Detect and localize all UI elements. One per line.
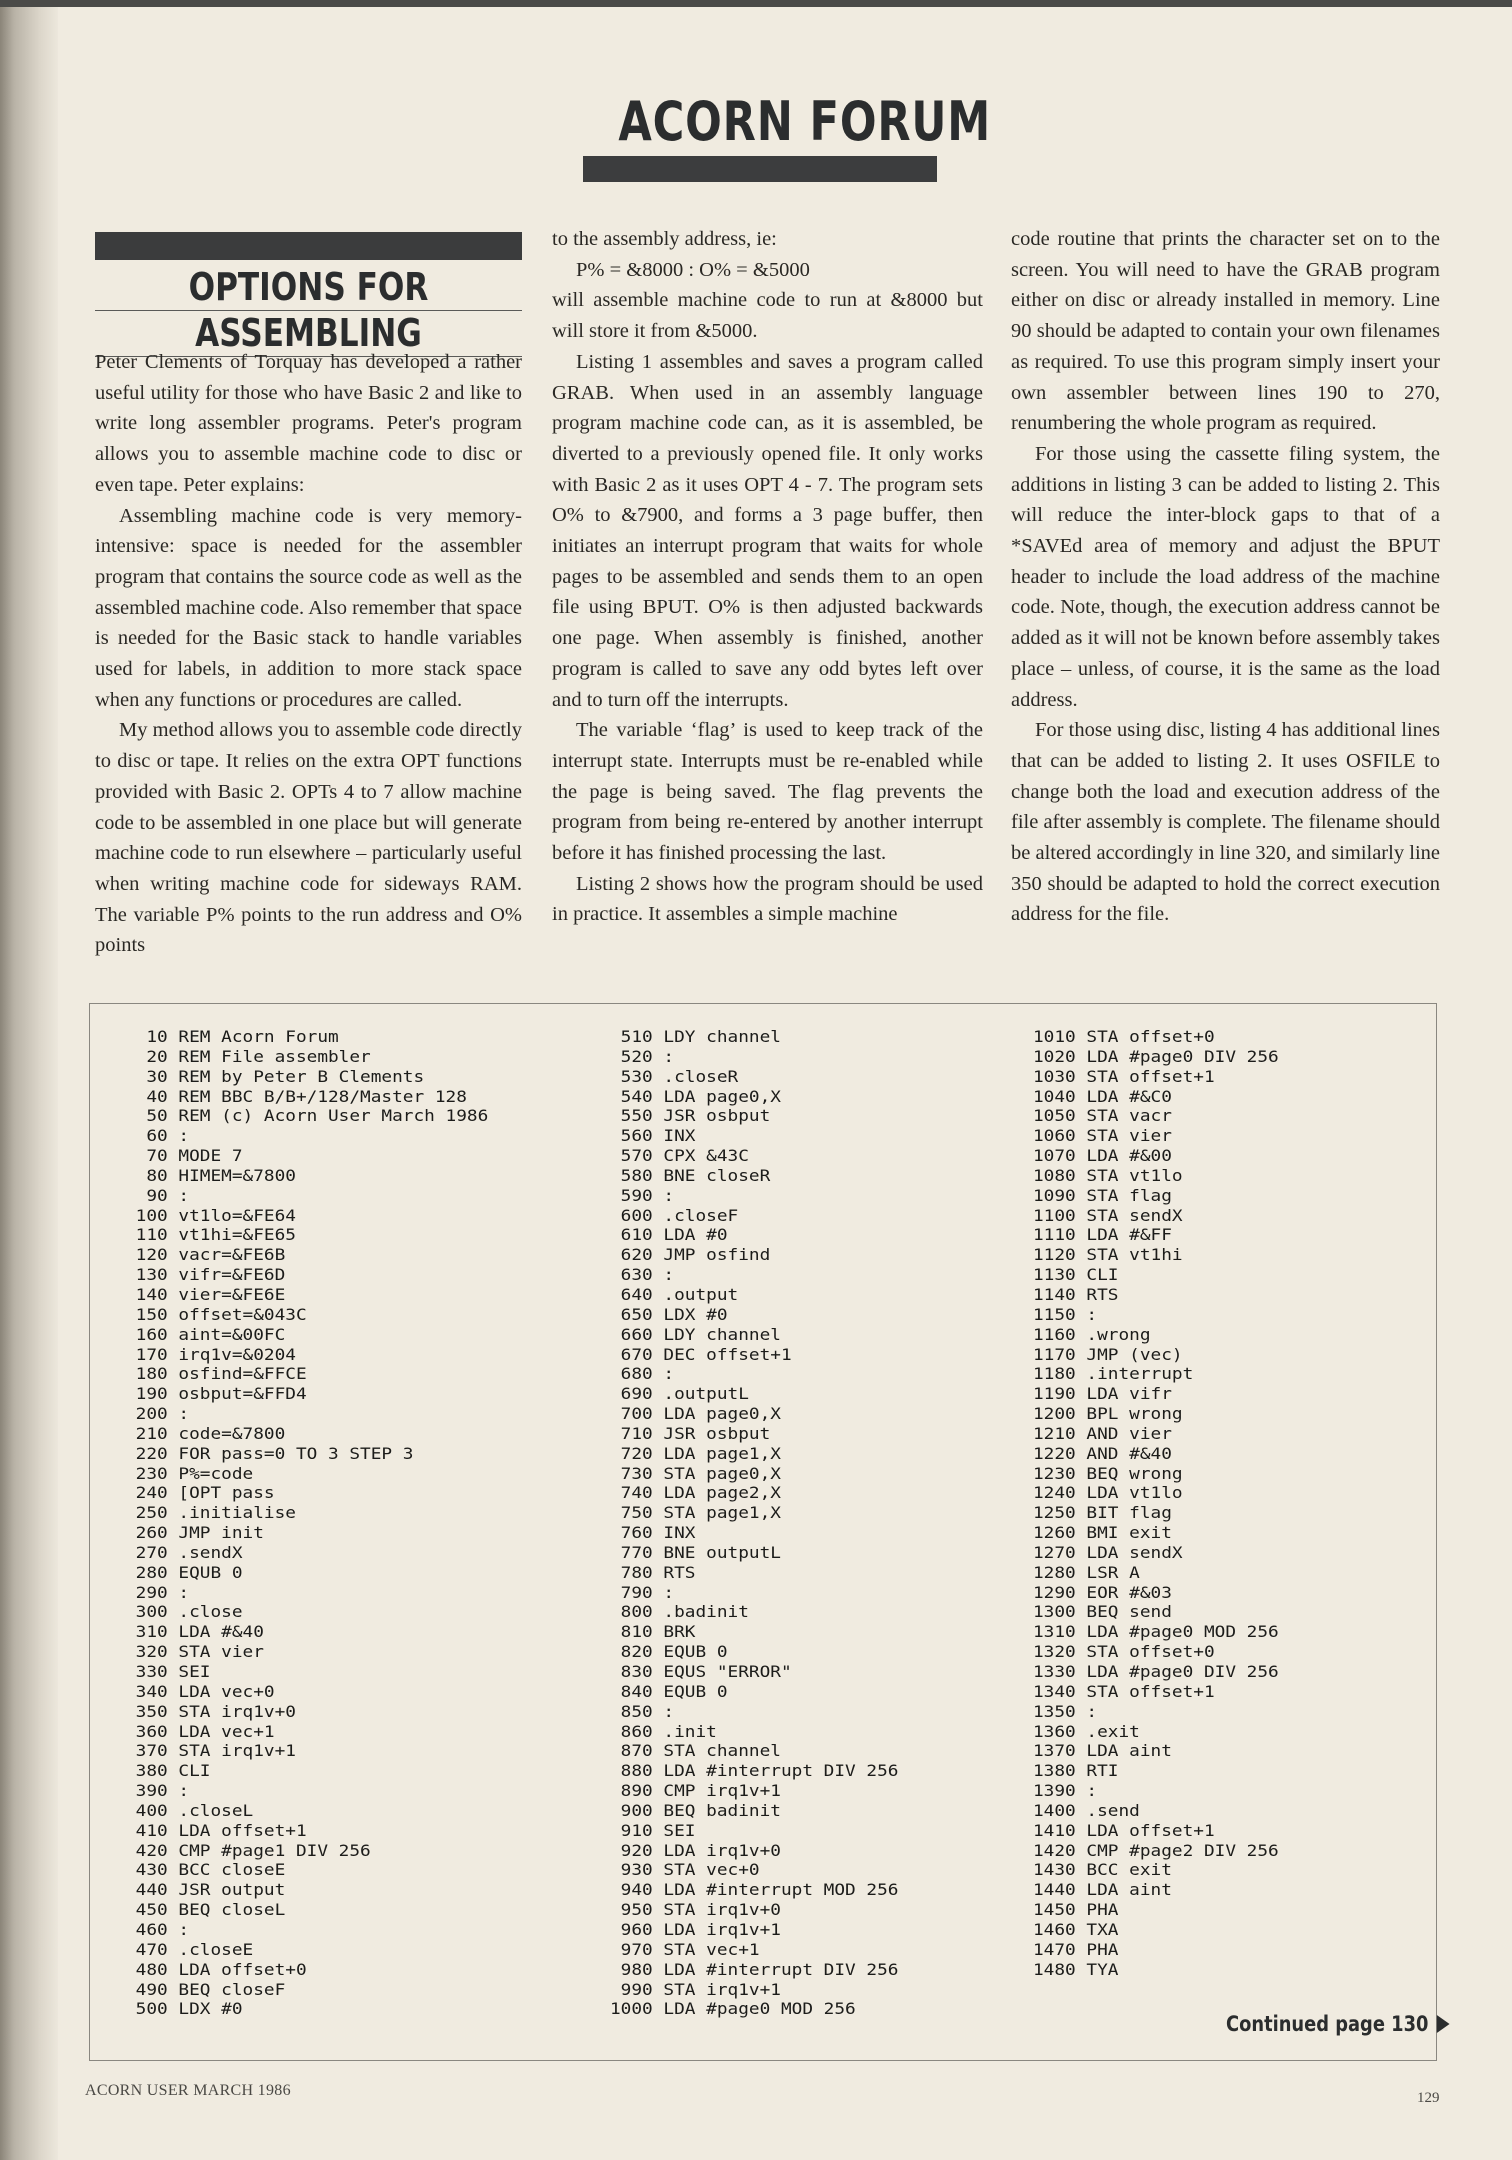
code-line: 400 .closeL [125,1800,254,1820]
code-line: 1070 LDA #&00 [1033,1146,1172,1166]
code-line: 330 SEI [125,1662,211,1681]
article-column-2 [552,224,983,930]
code-line: 980 LDA #interrupt DIV 256 [610,1959,899,1979]
code-line: 830 EQUS "ERROR" [610,1662,792,1681]
code-line: 320 STA vier [125,1642,264,1662]
code-line: 390 : [125,1781,190,1801]
code-line: 770 BNE outputL [610,1542,781,1562]
code-line: 820 EQUB 0 [610,1642,728,1662]
code-line: 710 JSR osbput [610,1423,771,1443]
paragraph: Assembling machine code is very memory-intensive: space is needed for the assembler program that contains the source code as well as the assembled machine code. Also remember that space is needed for the Basic stack to handle variables used for labels, in addition to more stack space when any functions or procedures are called. [95,504,522,711]
code-line: 1380 RTI [1033,1761,1119,1781]
code-line: 960 LDA irq1v+1 [610,1919,781,1939]
code-line: 1360 .exit [1033,1721,1140,1741]
code-line: 380 CLI [125,1761,211,1781]
masthead-bar [583,156,937,182]
code-line: 370 STA irq1v+1 [125,1741,296,1761]
code-line: 800 .badinit [610,1602,749,1622]
code-line: 410 LDA offset+1 [125,1820,307,1840]
code-line: 1190 LDA vifr [1033,1384,1172,1404]
code-line: 210 code=&7800 [125,1423,286,1443]
code-line: 760 INX [610,1523,696,1543]
code-line: 640 .output [610,1284,739,1304]
code-line: 1410 LDA offset+1 [1033,1820,1215,1840]
code-line: 40 REM BBC B/B+/128/Master 128 [125,1086,467,1106]
code-line: 1280 LSR A [1033,1562,1140,1582]
code-line: 1150 : [1033,1304,1098,1324]
code-line: 870 STA channel [610,1741,781,1761]
code-line: 460 : [125,1919,190,1939]
code-line: 450 BEQ closeL [125,1900,286,1920]
code-line: 430 BCC closeE [125,1860,286,1880]
code-line: 1390 : [1033,1781,1098,1801]
code-line: 1110 LDA #&FF [1033,1225,1172,1245]
code-line: 1230 BEQ wrong [1033,1463,1183,1483]
paragraph: For those using disc, listing 4 has additional lines that can be added to listing 2. It uses OSFILE to change both the load and execution address of the file after assembly is complete. The filename should be altered accordingly in line 320, and similarly line 350 should be adapted to hold the correct execution address for the file. [1011,719,1440,926]
code-line: 150 offset=&043C [125,1304,307,1324]
code-line: 1260 BMI exit [1033,1523,1172,1543]
paragraph: My method allows you to assemble code directly to disc or tape. It relies on the extra OPT functions provided with Basic 2. OPTs 4 to 7 allow machine code to be assembled in one place but will generate machine code to run elsewhere – particularly useful when writing machine code for sideways RAM. The variable P% points to the run address and O% points [95,719,522,957]
code-line: 1330 LDA #page0 DIV 256 [1033,1662,1279,1681]
code-line: 970 STA vec+1 [610,1939,760,1959]
code-line: 10 REM Acorn Forum [125,1027,339,1046]
code-line: 750 STA page1,X [610,1503,781,1523]
code-line: 180 osfind=&FFCE [125,1364,307,1384]
code-line: 1460 TXA [1033,1919,1119,1939]
triangle-right-icon [1437,2015,1450,2033]
code-line: 1480 TYA [1033,1959,1119,1979]
code-line: 60 : [125,1126,190,1146]
code-line: 620 JMP osfind [610,1245,771,1265]
code-line: 1120 STA vt1hi [1033,1245,1183,1265]
code-line: 540 LDA page0,X [610,1086,781,1106]
page-number: 129 [1417,2090,1440,2106]
code-line: 560 INX [610,1126,696,1146]
article-column-3 [1011,224,1440,930]
code-line: 1020 LDA #page0 DIV 256 [1033,1046,1279,1066]
paragraph: code routine that prints the character set on to the screen. You will need to have the GRAB program either on disc or already installed in memory. Line 90 should be adapted to contain your own filenames as required. To use this program simply insert your own assembler between lines 190 to 270, renumbering the whole program as required. [1011,228,1440,435]
code-line: 140 vier=&FE6E [125,1284,286,1304]
code-line: 690 .outputL [610,1384,749,1404]
code-line: 1350 : [1033,1701,1098,1721]
code-line: 1130 CLI [1033,1265,1119,1285]
code-line: 550 JSR osbput [610,1106,771,1126]
code-line: 610 LDA #0 [610,1225,728,1245]
code-line: 160 aint=&00FC [125,1324,286,1344]
code-line: 700 LDA page0,X [610,1404,781,1424]
code-line: 290 : [125,1582,190,1602]
code-line: 130 vifr=&FE6D [125,1265,286,1285]
code-line: 990 STA irq1v+1 [610,1979,781,1999]
code-line: 1290 EOR #&03 [1033,1582,1172,1602]
paragraph: The variable ‘flag’ is used to keep track of the interrupt state. Interrupts must be re-enabled while the page is being saved. The flag prevents the program from being re-entered by another interrupt before it has finished processing the last. [552,719,983,865]
code-line: 1100 STA sendX [1033,1205,1183,1225]
code-line: 220 FOR pass=0 TO 3 STEP 3 [125,1443,414,1463]
code-line: 1080 STA vt1lo [1033,1165,1183,1185]
code-line: 1430 BCC exit [1033,1860,1172,1880]
code-line: 1060 STA vier [1033,1126,1172,1146]
code-line: 480 LDA offset+0 [125,1959,307,1979]
code-line: 1210 AND vier [1033,1423,1172,1443]
code-line: 850 : [610,1701,675,1721]
code-line: 570 CPX &43C [610,1146,749,1166]
code-line: 80 HIMEM=&7800 [125,1165,296,1185]
code-line: 910 SEI [610,1820,696,1840]
code-line: 240 [OPT pass [125,1483,275,1503]
code-line: 90 : [125,1185,190,1205]
code-line: 650 LDX #0 [610,1304,728,1324]
code-line: 110 vt1hi=&FE65 [125,1225,296,1245]
code-line: 260 JMP init [125,1523,264,1543]
footer-magazine: ACORN USER MARCH 1986 [85,2082,291,2099]
code-line: 100 vt1lo=&FE64 [125,1205,296,1225]
code-line: 1090 STA flag [1033,1185,1172,1205]
code-line: 170 irq1v=&0204 [125,1344,296,1364]
formula-line: P% = &8000 : O% = &5000 [576,258,810,281]
heading-bar [95,232,522,260]
code-line: 490 BEQ closeF [125,1979,286,1999]
code-line: 30 REM by Peter B Clements [125,1066,425,1086]
code-line: 1050 STA vacr [1033,1106,1172,1126]
code-line: 1270 LDA sendX [1033,1542,1183,1562]
code-line: 1240 LDA vt1lo [1033,1483,1183,1503]
code-line: 1200 BPL wrong [1033,1404,1183,1424]
code-line: 780 RTS [610,1562,696,1582]
code-line: 1180 .interrupt [1033,1364,1194,1384]
code-line: 310 LDA #&40 [125,1622,264,1642]
code-line: 900 BEQ badinit [610,1800,781,1820]
code-line: 1310 LDA #page0 MOD 256 [1033,1622,1279,1642]
code-line: 730 STA page0,X [610,1463,781,1483]
code-line: 740 LDA page2,X [610,1483,781,1503]
code-line: 1300 BEQ send [1033,1602,1172,1622]
code-line: 1370 LDA aint [1033,1741,1172,1761]
code-line: 1140 RTS [1033,1284,1119,1304]
code-line: 1450 PHA [1033,1900,1119,1920]
code-line: 1340 STA offset+1 [1033,1681,1215,1701]
code-line: 500 LDX #0 [125,1999,243,2019]
code-line: 600 .closeF [610,1205,739,1225]
code-line: 880 LDA #interrupt DIV 256 [610,1761,899,1781]
code-line: 810 BRK [610,1622,696,1642]
code-line: 940 LDA #interrupt MOD 256 [610,1880,899,1900]
code-line: 20 REM File assembler [125,1046,371,1066]
code-line: 360 LDA vec+1 [125,1721,275,1741]
code-line: 950 STA irq1v+0 [610,1900,781,1920]
continued-note [1226,2012,1450,2036]
code-line: 790 : [610,1582,675,1602]
code-line: 1250 BIT flag [1033,1503,1172,1523]
code-line: 1170 JMP (vec) [1033,1344,1183,1364]
code-line: 350 STA irq1v+0 [125,1701,296,1721]
page-spine-shadow [0,0,58,2160]
code-line: 280 EQUB 0 [125,1562,243,1582]
paragraph: For those using the cassette filing system, the additions in listing 3 can be added to listing 2. This will reduce the inter-block gaps to that of a *SAVEd area of memory and adjust the BPUT header to include the load address of the machine code. Note, though, the execution address cannot be added as it will not be known before assembly takes place – unless, of course, it is the same as the load address. [1011,442,1440,711]
article-heading [95,266,522,355]
code-line: 680 : [610,1364,675,1384]
listing-column-2 [610,1027,898,2019]
paragraph: Listing 2 shows how the program should be used in practice. It assembles a simple machine [552,872,983,926]
code-line: 1040 LDA #&C0 [1033,1086,1172,1106]
code-line: 890 CMP irq1v+1 [610,1781,781,1801]
code-line: 860 .init [610,1721,717,1741]
code-line: 270 .sendX [125,1542,243,1562]
code-line: 340 LDA vec+0 [125,1681,275,1701]
code-line: 300 .close [125,1602,243,1622]
code-line: 230 P%=code [125,1463,254,1483]
code-line: 520 : [610,1046,675,1066]
code-line: 930 STA vec+0 [610,1860,760,1880]
code-line: 120 vacr=&FE6B [125,1245,286,1265]
code-line: 660 LDY channel [610,1324,781,1344]
code-line: 470 .closeE [125,1939,254,1959]
top-border [0,0,1512,7]
paragraph: Listing 1 assembles and saves a program called GRAB. When used in an assembly language program machine code can, as it is assembled, be diverted to a previously opened file. It only works with Basic 2 as it uses OPT 4 - 7. The program sets O% to &7900, and forms a 3 page buffer, then initiates an interrupt program that waits for whole pages to be assembled and sends them to an open file using BPUT. O% is then adjusted backwards one page. When assembly is finished, another program is called to save any odd bytes left over and to turn off the interrupts. [552,350,983,711]
continued-text: Continued page 130 [1226,2012,1429,2036]
code-line: 1000 LDA #page0 MOD 256 [610,1999,856,2019]
code-line: 630 : [610,1265,675,1285]
code-line: 670 DEC offset+1 [610,1344,792,1364]
code-line: 420 CMP #page1 DIV 256 [125,1840,371,1860]
code-line: 190 osbput=&FFD4 [125,1384,307,1404]
code-line: 720 LDA page1,X [610,1443,781,1463]
masthead [583,90,992,182]
code-line: 840 EQUB 0 [610,1681,728,1701]
code-line: 1010 STA offset+0 [1033,1027,1215,1046]
listing-column-3 [1033,1027,1279,1980]
code-line: 1160 .wrong [1033,1324,1151,1344]
article-column-1 [95,347,522,961]
code-line: 1220 AND #&40 [1033,1443,1172,1463]
code-line: 200 : [125,1404,190,1424]
code-line: 1420 CMP #page2 DIV 256 [1033,1840,1279,1860]
listing-column-1 [125,1027,488,2019]
code-line: 70 MODE 7 [125,1146,243,1166]
masthead-title: ACORN FORUM [618,90,992,153]
code-line: 1030 STA offset+1 [1033,1066,1215,1086]
code-line: 440 JSR output [125,1880,286,1900]
code-line: 590 : [610,1185,675,1205]
code-line: 920 LDA irq1v+0 [610,1840,781,1860]
paragraph: to the assembly address, ie: [552,228,777,250]
code-line: 1440 LDA aint [1033,1880,1172,1900]
code-line: 1400 .send [1033,1800,1140,1820]
article-heading-line2: ASSEMBLING [195,311,422,355]
code-line: 250 .initialise [125,1503,296,1523]
paragraph: Peter Clements of Torquay has developed a rather useful utility for those who have Basic 2 and like to write long assembler programs. Peter's program allows you to assemble machine code to disc or even tape. Peter explains: [95,351,522,496]
code-line: 510 LDY channel [610,1027,781,1046]
code-line: 1470 PHA [1033,1939,1119,1959]
code-line: 580 BNE closeR [610,1165,771,1185]
article-heading-block [95,232,522,358]
code-line: 50 REM (c) Acorn User March 1986 [125,1106,489,1126]
paragraph: will assemble machine code to run at &8000 but will store it from &5000. [552,289,983,343]
code-line: 530 .closeR [610,1066,739,1086]
code-line: 1320 STA offset+0 [1033,1642,1215,1662]
article-heading-line1: OPTIONS FOR [188,265,429,309]
